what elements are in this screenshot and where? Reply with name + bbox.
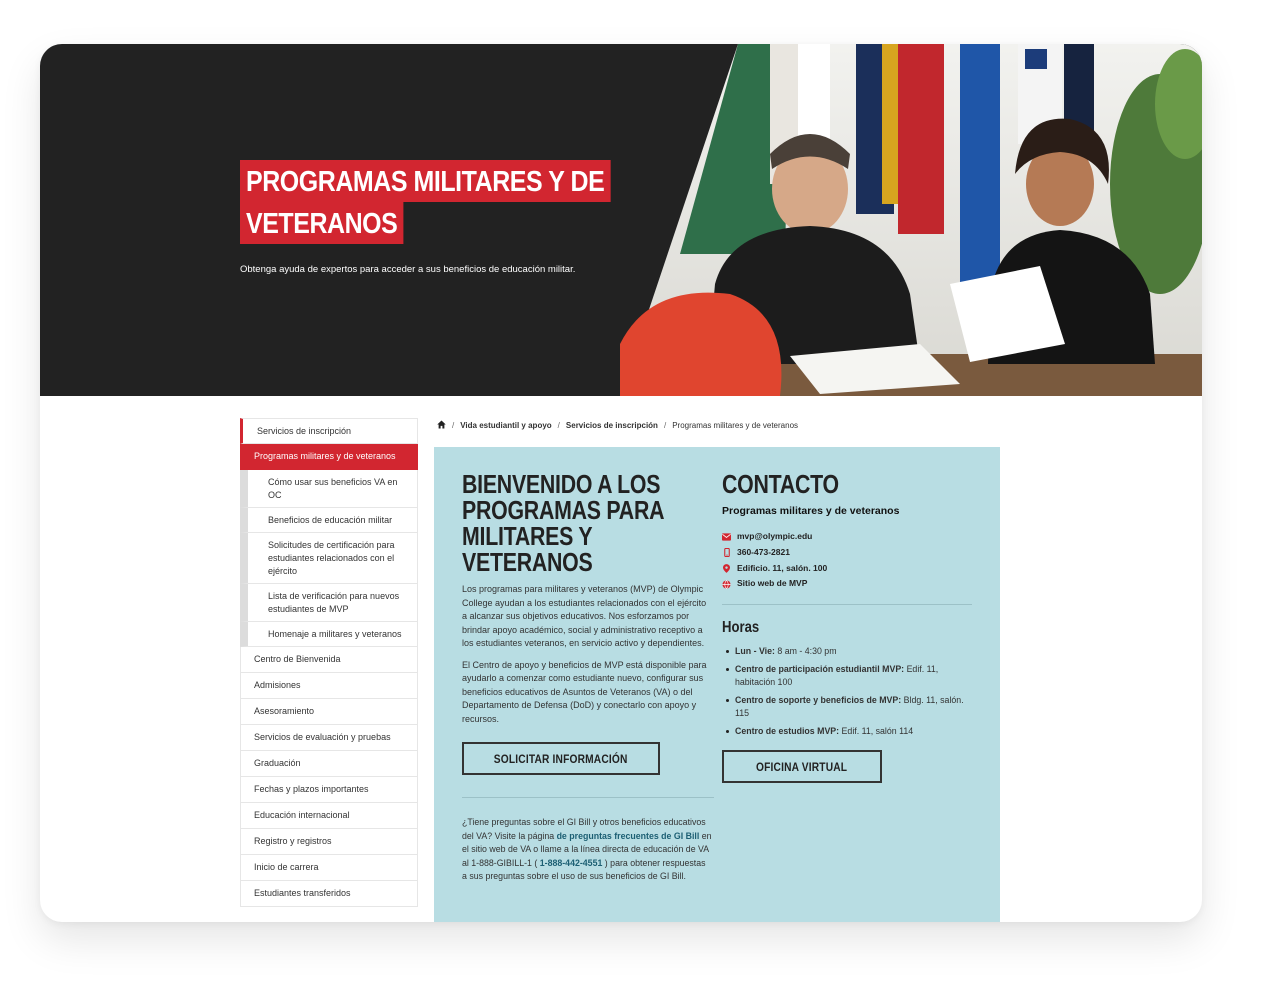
- gi-bill-faq-text: [462, 816, 712, 884]
- divider: [722, 604, 972, 605]
- contact-email-row: [722, 529, 972, 545]
- welcome-paragraph-2: El Centro de apoyo y beneficios de MVP está disponible para ayudarlo a comenzar como estudiante nuevo, configurar sus beneficios educativos de Asuntos de Veteranos (VA) o del Departamento de Defensa (DoD) y conectarlo con apoyo y recursos.: [462, 659, 707, 724]
- contact-phone-link[interactable]: 360-473-2821: [737, 546, 790, 557]
- hours-item-value: Bldg. 11, salón. 115: [735, 695, 964, 719]
- welcome-heading-line-2: PROGRAMAS PARA: [462, 495, 665, 525]
- gi-bill-faq-link[interactable]: de preguntas frecuentes de GI Bill: [556, 830, 700, 841]
- map-pin-icon: [722, 564, 731, 573]
- sidebar-item-registro[interactable]: Registro y registros: [240, 829, 418, 855]
- hero-photo: [620, 44, 1202, 396]
- virtual-office-button-label: OFICINA VIRTUAL: [756, 759, 848, 774]
- hours-item: [722, 725, 972, 738]
- breadcrumb: [437, 420, 798, 431]
- hours-item: [722, 663, 972, 689]
- contact-column: [722, 471, 972, 783]
- home-icon[interactable]: [437, 420, 446, 431]
- hero-title-line-1: PROGRAMAS MILITARES Y DE: [240, 160, 610, 202]
- contact-heading: CONTACTO: [722, 469, 839, 499]
- welcome-paragraph-1: Los programas para militares y veteranos (MVP) de Olympic College ayudan a los estudiantes relacionados con el ejército a alcanzar sus objetivos educativos. Nos esforzamos por brindar apoyo académico, social y administrativo receptivo a los estudiantes veteranos, en servicio activo y dependientes.: [462, 584, 707, 648]
- welcome-heading-line-1: BIENVENIDO A LOS: [462, 469, 661, 499]
- hours-item-label: Centro de participación estudiantil MVP:: [735, 664, 905, 675]
- page-title: [240, 160, 660, 244]
- request-info-button[interactable]: [462, 742, 660, 775]
- hours-item-label: Centro de soporte y beneficios de MVP:: [735, 695, 902, 706]
- hours-item: [722, 645, 972, 658]
- sidebar-item-asesoramiento[interactable]: Asesoramiento: [240, 699, 418, 725]
- contact-website-link[interactable]: Sitio web de MVP: [737, 578, 808, 589]
- hours-item-value: 8 am - 4:30 pm: [774, 646, 837, 657]
- breadcrumb-item-servicios-inscripcion[interactable]: Servicios de inscripción: [565, 421, 658, 430]
- sidebar-item-beneficios-va[interactable]: Cómo usar sus beneficios VA en OC: [240, 470, 418, 508]
- contact-org-name: Programas militares y de veteranos: [722, 505, 900, 517]
- hours-item-value: Edif. 11, habitación 100: [735, 664, 939, 688]
- breadcrumb-item-vida-estudiantil[interactable]: Vida estudiantil y apoyo: [460, 421, 552, 430]
- contact-phone-row: [722, 545, 972, 561]
- breadcrumb-separator: /: [663, 421, 667, 430]
- sidebar-item-lista-verificacion[interactable]: Lista de verificación para nuevos estudiantes de MVP: [240, 584, 418, 622]
- contact-location-row: [722, 561, 972, 577]
- sidebar-item-evaluacion[interactable]: Servicios de evaluación y pruebas: [240, 725, 418, 751]
- divider: [462, 797, 714, 798]
- faq-text-part-1: ¿Tiene preguntas sobre el GI Bill y otros beneficios educativos del VA? Visite la página: [462, 817, 706, 841]
- welcome-heading-line-3: MILITARES Y VETERANOS: [462, 521, 593, 577]
- breadcrumb-item-current: Programas militares y de veteranos: [672, 421, 799, 430]
- hours-item-label: Centro de estudios MVP:: [735, 726, 840, 737]
- welcome-panel: [434, 447, 1000, 922]
- hours-item: [722, 694, 972, 720]
- contact-location: Edificio. 11, salón. 100: [737, 562, 828, 573]
- globe-icon: [722, 580, 731, 589]
- sidebar-item-servicios-inscripcion[interactable]: Servicios de inscripción: [240, 418, 418, 444]
- faq-text-part-2: en el sitio web de VA o llame a la línea directa de educación de VA al 1-888-GIBILL-1 (: [462, 830, 712, 868]
- hours-heading: Horas: [722, 619, 760, 637]
- sidebar-item-centro-bienvenida[interactable]: Centro de Bienvenida: [240, 647, 418, 673]
- phone-icon: [722, 548, 731, 557]
- sidebar-item-beneficios-educacion[interactable]: Beneficios de educación militar: [240, 508, 418, 533]
- virtual-office-button[interactable]: [722, 750, 882, 783]
- sidebar-item-transferidos[interactable]: Estudiantes transferidos: [240, 881, 418, 907]
- gibill-phone-link[interactable]: 1-888-442-4551: [539, 857, 603, 868]
- contact-list: [722, 529, 972, 592]
- sidebar-item-inicio-carrera[interactable]: Inicio de carrera: [240, 855, 418, 881]
- hours-list: [722, 645, 972, 738]
- hero-banner: [40, 44, 1202, 396]
- hero-subtitle: Obtenga ayuda de expertos para acceder a sus beneficios de educación militar.: [240, 264, 576, 275]
- contact-website-row: [722, 576, 972, 592]
- sidebar-item-solicitudes-certificacion[interactable]: Solicitudes de certificación para estudiantes relacionados con el ejército: [240, 533, 418, 584]
- hours-item-label: Lun - Vie:: [735, 646, 775, 657]
- hero-title-line-2: VETERANOS: [240, 202, 403, 244]
- sidebar-nav: [240, 418, 418, 907]
- welcome-heading: [462, 471, 716, 575]
- welcome-column: [462, 471, 712, 884]
- sidebar-item-graduacion[interactable]: Graduación: [240, 751, 418, 777]
- contact-email-link[interactable]: mvp@olympic.edu: [737, 531, 813, 541]
- sidebar-item-homenaje[interactable]: Homenaje a militares y veteranos: [240, 622, 418, 647]
- request-info-button-label: SOLICITAR INFORMACIÓN: [494, 751, 628, 766]
- breadcrumb-separator: /: [452, 421, 455, 430]
- envelope-icon: [722, 532, 731, 541]
- page-card: [40, 44, 1202, 922]
- sidebar-item-fechas[interactable]: Fechas y plazos importantes: [240, 777, 418, 803]
- breadcrumb-separator: /: [557, 421, 560, 430]
- sidebar-item-educacion-internacional[interactable]: Educación internacional: [240, 803, 418, 829]
- sidebar-item-programas-militares[interactable]: Programas militares y de veteranos: [240, 444, 418, 470]
- sidebar-item-admisiones[interactable]: Admisiones: [240, 673, 418, 699]
- faq-text-part-3: ) para obtener respuestas a sus preguntas sobre el uso de sus beneficios de GI Bill.: [462, 857, 706, 881]
- hours-item-value: Edif. 11, salón 114: [839, 726, 914, 737]
